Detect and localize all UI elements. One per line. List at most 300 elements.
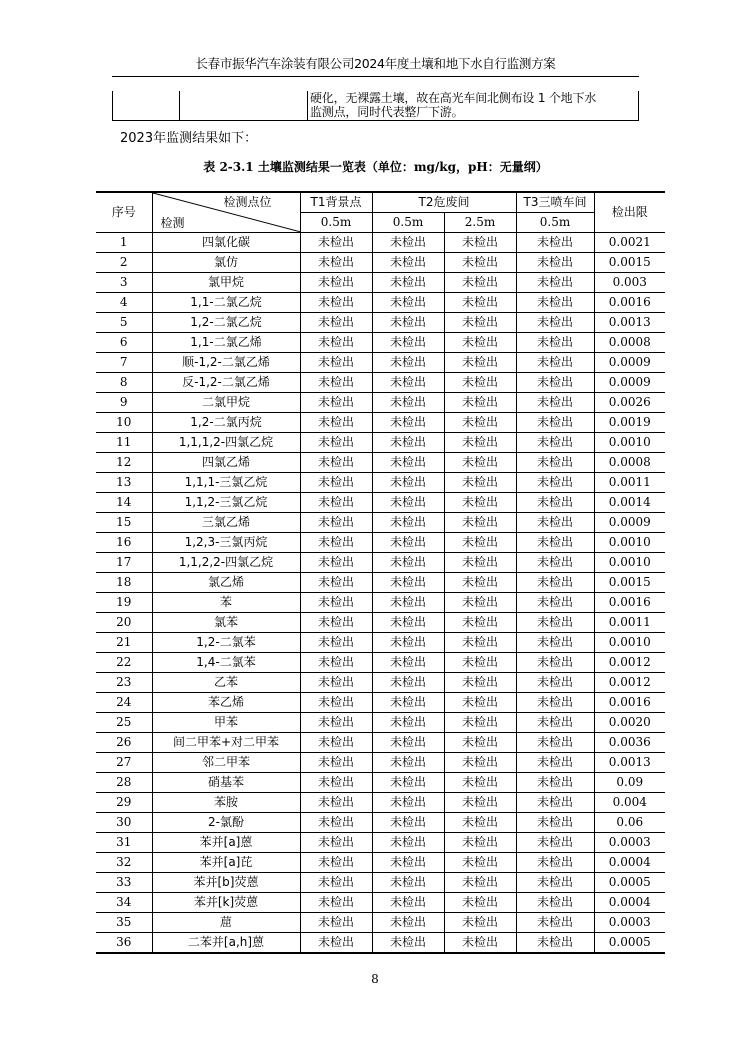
result-t1: 未检出 <box>300 273 372 293</box>
compound-name: 1,2-二氯乙烷 <box>152 313 300 333</box>
row-number: 12 <box>96 453 152 473</box>
result-t2-0-5m: 未检出 <box>372 273 444 293</box>
result-t1: 未检出 <box>300 333 372 353</box>
detection-limit: 0.0010 <box>594 433 665 453</box>
intro-text: 2023年监测结果如下： <box>120 131 258 146</box>
compound-name: 1,1,2,2-四氯乙烷 <box>152 553 300 573</box>
result-t1: 未检出 <box>300 773 372 793</box>
result-t3: 未检出 <box>516 513 594 533</box>
result-t3: 未检出 <box>516 353 594 373</box>
result-t2-0-5m: 未检出 <box>372 233 444 253</box>
result-t2-0-5m: 未检出 <box>372 513 444 533</box>
result-t3: 未检出 <box>516 793 594 813</box>
result-t2-0-5m: 未检出 <box>372 473 444 493</box>
result-t3: 未检出 <box>516 773 594 793</box>
detection-limit: 0.0003 <box>594 913 665 933</box>
table-row <box>96 913 665 933</box>
result-t2-0-5m: 未检出 <box>372 853 444 873</box>
header-point: 检测点位 <box>223 195 272 209</box>
detection-limit: 0.0016 <box>594 593 665 613</box>
result-t3: 未检出 <box>516 473 594 493</box>
result-t1: 未检出 <box>300 793 372 813</box>
result-t1: 未检出 <box>300 413 372 433</box>
result-t3: 未检出 <box>516 313 594 333</box>
result-t1: 未检出 <box>300 533 372 553</box>
result-t3: 未检出 <box>516 293 594 313</box>
detection-limit: 0.0003 <box>594 833 665 853</box>
table-row <box>96 593 665 613</box>
result-t1: 未检出 <box>300 293 372 313</box>
compound-name: 苯并[a]蒽 <box>152 833 300 853</box>
result-t3: 未检出 <box>516 253 594 273</box>
result-t2-0-5m: 未检出 <box>372 313 444 333</box>
result-t3: 未检出 <box>516 433 594 453</box>
result-t2-2-5m: 未检出 <box>444 773 516 793</box>
compound-name: 苯胺 <box>152 793 300 813</box>
result-t2-2-5m: 未检出 <box>444 653 516 673</box>
result-t2-2-5m: 未检出 <box>444 533 516 553</box>
result-t2-2-5m: 未检出 <box>444 413 516 433</box>
row-number: 31 <box>96 833 152 853</box>
result-t3: 未检出 <box>516 713 594 733</box>
result-t1: 未检出 <box>300 453 372 473</box>
compound-name: 反-1,2-二氯乙烯 <box>152 373 300 393</box>
compound-name: 氯仿 <box>152 253 300 273</box>
compound-name: 氯乙烯 <box>152 573 300 593</box>
header-diagonal <box>152 192 300 233</box>
table-cell <box>180 91 308 121</box>
header-depth: 0.5m <box>300 213 372 233</box>
table-row <box>96 393 665 413</box>
table-row <box>96 493 665 513</box>
table-row <box>96 893 665 913</box>
detection-limit: 0.0019 <box>594 413 665 433</box>
result-t3: 未检出 <box>516 653 594 673</box>
result-t3: 未检出 <box>516 593 594 613</box>
table-body <box>96 233 665 954</box>
result-t2-0-5m: 未检出 <box>372 793 444 813</box>
detection-limit: 0.09 <box>594 773 665 793</box>
result-t2-0-5m: 未检出 <box>372 453 444 473</box>
result-t3: 未检出 <box>516 453 594 473</box>
result-t2-0-5m: 未检出 <box>372 753 444 773</box>
result-t2-0-5m: 未检出 <box>372 813 444 833</box>
header-depth: 2.5m <box>444 213 516 233</box>
result-t2-0-5m: 未检出 <box>372 393 444 413</box>
result-t2-2-5m: 未检出 <box>444 613 516 633</box>
row-number: 24 <box>96 693 152 713</box>
table-row <box>96 333 665 353</box>
table-row <box>96 833 665 853</box>
detection-limit: 0.0010 <box>594 553 665 573</box>
detection-limit: 0.0005 <box>594 873 665 893</box>
continued-table-fragment <box>112 91 639 121</box>
row-number: 30 <box>96 813 152 833</box>
result-t2-2-5m: 未检出 <box>444 673 516 693</box>
result-t2-0-5m: 未检出 <box>372 733 444 753</box>
text-line: 监测点，同时代表整厂下游。 <box>310 105 464 119</box>
result-t1: 未检出 <box>300 313 372 333</box>
header-depth: 0.5m <box>516 213 594 233</box>
result-t2-2-5m: 未检出 <box>444 633 516 653</box>
result-t2-0-5m: 未检出 <box>372 693 444 713</box>
result-t2-0-5m: 未检出 <box>372 673 444 693</box>
table-header-row <box>96 192 665 213</box>
result-t2-2-5m: 未检出 <box>444 893 516 913</box>
detection-limit: 0.0011 <box>594 473 665 493</box>
detection-limit: 0.004 <box>594 793 665 813</box>
result-t3: 未检出 <box>516 913 594 933</box>
compound-name: 甲苯 <box>152 713 300 733</box>
result-t2-2-5m: 未检出 <box>444 913 516 933</box>
result-t2-2-5m: 未检出 <box>444 873 516 893</box>
row-number: 16 <box>96 533 152 553</box>
result-t1: 未检出 <box>300 353 372 373</box>
text-line: 硬化，无裸露土壤，故在高光车间北侧布设 1 个地下水 <box>310 91 597 105</box>
compound-name: 苯乙烯 <box>152 693 300 713</box>
result-t3: 未检出 <box>516 873 594 893</box>
compound-name: 二苯并[a,h]蒽 <box>152 933 300 954</box>
table-row <box>113 91 639 121</box>
result-t1: 未检出 <box>300 753 372 773</box>
result-t1: 未检出 <box>300 893 372 913</box>
result-t2-2-5m: 未检出 <box>444 693 516 713</box>
detection-limit: 0.003 <box>594 273 665 293</box>
result-t1: 未检出 <box>300 593 372 613</box>
result-t2-2-5m: 未检出 <box>444 313 516 333</box>
result-t2-0-5m: 未检出 <box>372 253 444 273</box>
row-number: 5 <box>96 313 152 333</box>
result-t3: 未检出 <box>516 533 594 553</box>
result-t3: 未检出 <box>516 833 594 853</box>
table-row <box>96 573 665 593</box>
row-number: 23 <box>96 673 152 693</box>
header-divider <box>112 76 639 77</box>
row-number: 35 <box>96 913 152 933</box>
header-t2: T2危废间 <box>372 192 516 213</box>
detection-limit: 0.0015 <box>594 253 665 273</box>
table-row <box>96 453 665 473</box>
result-t2-0-5m: 未检出 <box>372 353 444 373</box>
result-t2-2-5m: 未检出 <box>444 753 516 773</box>
result-t2-2-5m: 未检出 <box>444 493 516 513</box>
row-number: 11 <box>96 433 152 453</box>
table-row <box>96 473 665 493</box>
result-t3: 未检出 <box>516 753 594 773</box>
row-number: 25 <box>96 713 152 733</box>
result-t2-0-5m: 未检出 <box>372 373 444 393</box>
result-t1: 未检出 <box>300 813 372 833</box>
row-number: 3 <box>96 273 152 293</box>
result-t2-2-5m: 未检出 <box>444 793 516 813</box>
page-header-title: 长春市振华汽车涂装有限公司2024年度土壤和地下水自行监测方案 <box>195 56 556 71</box>
result-t1: 未检出 <box>300 513 372 533</box>
detection-limit: 0.0010 <box>594 633 665 653</box>
detection-limit: 0.0020 <box>594 713 665 733</box>
result-t3: 未检出 <box>516 893 594 913</box>
header-t3: T3三喷车间 <box>516 192 594 213</box>
compound-name: 1,2-二氯丙烷 <box>152 413 300 433</box>
result-t2-0-5m: 未检出 <box>372 533 444 553</box>
table-row <box>96 253 665 273</box>
row-number: 6 <box>96 333 152 353</box>
compound-name: 硝基苯 <box>152 773 300 793</box>
detection-limit: 0.0009 <box>594 353 665 373</box>
result-t2-2-5m: 未检出 <box>444 453 516 473</box>
table-row <box>96 413 665 433</box>
compound-name: 1,1,1-三氯乙烷 <box>152 473 300 493</box>
detection-limit: 0.0036 <box>594 733 665 753</box>
row-number: 10 <box>96 413 152 433</box>
row-number: 1 <box>96 233 152 253</box>
compound-name: 1,1-二氯乙烷 <box>152 293 300 313</box>
result-t1: 未检出 <box>300 393 372 413</box>
row-number: 17 <box>96 553 152 573</box>
detection-limit: 0.0014 <box>594 493 665 513</box>
result-t1: 未检出 <box>300 633 372 653</box>
detection-limit: 0.0005 <box>594 933 665 954</box>
result-t1: 未检出 <box>300 373 372 393</box>
result-t2-0-5m: 未检出 <box>372 833 444 853</box>
table-row <box>96 633 665 653</box>
soil-results-table <box>96 191 665 954</box>
table-row <box>96 313 665 333</box>
detection-limit: 0.0013 <box>594 313 665 333</box>
row-number: 9 <box>96 393 152 413</box>
table-row <box>96 733 665 753</box>
compound-name: 顺-1,2-二氯乙烯 <box>152 353 300 373</box>
table-row <box>96 713 665 733</box>
table-row <box>96 853 665 873</box>
row-number: 21 <box>96 633 152 653</box>
result-t3: 未检出 <box>516 413 594 433</box>
table-row <box>96 533 665 553</box>
detection-limit: 0.0008 <box>594 333 665 353</box>
result-t1: 未检出 <box>300 613 372 633</box>
result-t2-0-5m: 未检出 <box>372 913 444 933</box>
compound-name: 三氯乙烯 <box>152 513 300 533</box>
result-t2-0-5m: 未检出 <box>372 413 444 433</box>
result-t2-0-5m: 未检出 <box>372 873 444 893</box>
result-t3: 未检出 <box>516 493 594 513</box>
table-row <box>96 773 665 793</box>
compound-name: 苯并[a]芘 <box>152 853 300 873</box>
result-t2-2-5m: 未检出 <box>444 833 516 853</box>
result-t2-2-5m: 未检出 <box>444 273 516 293</box>
result-t2-0-5m: 未检出 <box>372 633 444 653</box>
row-number: 28 <box>96 773 152 793</box>
result-t2-0-5m: 未检出 <box>372 653 444 673</box>
result-t1: 未检出 <box>300 573 372 593</box>
row-number: 14 <box>96 493 152 513</box>
result-t2-0-5m: 未检出 <box>372 773 444 793</box>
result-t2-2-5m: 未检出 <box>444 433 516 453</box>
result-t1: 未检出 <box>300 873 372 893</box>
result-t2-0-5m: 未检出 <box>372 573 444 593</box>
result-t1: 未检出 <box>300 253 372 273</box>
compound-name: 四氯乙烯 <box>152 453 300 473</box>
table-cell <box>308 91 639 121</box>
result-t2-2-5m: 未检出 <box>444 573 516 593</box>
result-t2-2-5m: 未检出 <box>444 473 516 493</box>
result-t1: 未检出 <box>300 433 372 453</box>
row-number: 34 <box>96 893 152 913</box>
result-t2-2-5m: 未检出 <box>444 233 516 253</box>
detection-limit: 0.0009 <box>594 373 665 393</box>
result-t2-2-5m: 未检出 <box>444 393 516 413</box>
result-t2-2-5m: 未检出 <box>444 713 516 733</box>
row-number: 20 <box>96 613 152 633</box>
detection-limit: 0.0004 <box>594 853 665 873</box>
result-t3: 未检出 <box>516 693 594 713</box>
compound-name: 1,1,2-三氯乙烷 <box>152 493 300 513</box>
result-t1: 未检出 <box>300 693 372 713</box>
detection-limit: 0.0013 <box>594 753 665 773</box>
result-t2-2-5m: 未检出 <box>444 593 516 613</box>
table-row <box>96 513 665 533</box>
compound-name: 1,1,1,2-四氯乙烷 <box>152 433 300 453</box>
compound-name: 1,4-二氯苯 <box>152 653 300 673</box>
row-number: 15 <box>96 513 152 533</box>
header-item: 检测 <box>160 216 185 230</box>
result-t2-0-5m: 未检出 <box>372 933 444 954</box>
result-t3: 未检出 <box>516 573 594 593</box>
result-t3: 未检出 <box>516 333 594 353</box>
result-t1: 未检出 <box>300 853 372 873</box>
compound-name: 苯并[k]荧蒽 <box>152 893 300 913</box>
compound-name: 二氯甲烷 <box>152 393 300 413</box>
result-t2-0-5m: 未检出 <box>372 713 444 733</box>
table-row <box>96 933 665 954</box>
result-t2-2-5m: 未检出 <box>444 933 516 954</box>
result-t2-0-5m: 未检出 <box>372 433 444 453</box>
table-cell <box>113 91 180 121</box>
compound-name: 氯苯 <box>152 613 300 633</box>
compound-name: 1,2,3-三氯丙烷 <box>152 533 300 553</box>
table-row <box>96 433 665 453</box>
result-t1: 未检出 <box>300 233 372 253</box>
row-number: 33 <box>96 873 152 893</box>
result-t2-2-5m: 未检出 <box>444 813 516 833</box>
table-row <box>96 753 665 773</box>
row-number: 36 <box>96 933 152 954</box>
row-number: 27 <box>96 753 152 773</box>
row-number: 26 <box>96 733 152 753</box>
table-caption: 表 2-3.1 土壤监测结果一览表（单位：mg/kg，pH：无量纲） <box>203 160 548 174</box>
table-row <box>96 373 665 393</box>
result-t2-2-5m: 未检出 <box>444 253 516 273</box>
detection-limit: 0.0008 <box>594 453 665 473</box>
detection-limit: 0.0016 <box>594 293 665 313</box>
result-t2-0-5m: 未检出 <box>372 893 444 913</box>
table-row <box>96 353 665 373</box>
result-t2-2-5m: 未检出 <box>444 513 516 533</box>
row-number: 2 <box>96 253 152 273</box>
compound-name: 四氯化碳 <box>152 233 300 253</box>
row-number: 32 <box>96 853 152 873</box>
table-row <box>96 673 665 693</box>
row-number: 19 <box>96 593 152 613</box>
detection-limit: 0.06 <box>594 813 665 833</box>
compound-name: 苯并[b]荧蒽 <box>152 873 300 893</box>
row-number: 8 <box>96 373 152 393</box>
page-number: 8 <box>371 972 379 986</box>
result-t1: 未检出 <box>300 653 372 673</box>
table-row <box>96 813 665 833</box>
result-t3: 未检出 <box>516 233 594 253</box>
detection-limit: 0.0026 <box>594 393 665 413</box>
table-row <box>96 613 665 633</box>
result-t2-2-5m: 未检出 <box>444 853 516 873</box>
result-t1: 未检出 <box>300 833 372 853</box>
result-t3: 未检出 <box>516 813 594 833</box>
result-t2-2-5m: 未检出 <box>444 733 516 753</box>
header-t1: T1背景点 <box>300 192 372 213</box>
compound-name: 邻二甲苯 <box>152 753 300 773</box>
row-number: 18 <box>96 573 152 593</box>
result-t2-0-5m: 未检出 <box>372 593 444 613</box>
detection-limit: 0.0012 <box>594 673 665 693</box>
table-row <box>96 553 665 573</box>
result-t1: 未检出 <box>300 713 372 733</box>
result-t3: 未检出 <box>516 613 594 633</box>
result-t2-0-5m: 未检出 <box>372 333 444 353</box>
result-t2-2-5m: 未检出 <box>444 293 516 313</box>
detection-limit: 0.0004 <box>594 893 665 913</box>
table-row <box>96 873 665 893</box>
result-t2-2-5m: 未检出 <box>444 333 516 353</box>
table-row <box>96 653 665 673</box>
result-t1: 未检出 <box>300 933 372 954</box>
table-row <box>96 693 665 713</box>
compound-name: 氯甲烷 <box>152 273 300 293</box>
compound-name: 1,2-二氯苯 <box>152 633 300 653</box>
result-t2-0-5m: 未检出 <box>372 293 444 313</box>
result-t3: 未检出 <box>516 673 594 693</box>
table-row <box>96 793 665 813</box>
result-t3: 未检出 <box>516 733 594 753</box>
result-t3: 未检出 <box>516 393 594 413</box>
detection-limit: 0.0010 <box>594 533 665 553</box>
result-t3: 未检出 <box>516 933 594 954</box>
detection-limit: 0.0016 <box>594 693 665 713</box>
row-number: 22 <box>96 653 152 673</box>
row-number: 4 <box>96 293 152 313</box>
result-t3: 未检出 <box>516 373 594 393</box>
row-number: 7 <box>96 353 152 373</box>
result-t2-2-5m: 未检出 <box>444 373 516 393</box>
result-t1: 未检出 <box>300 473 372 493</box>
result-t2-2-5m: 未检出 <box>444 353 516 373</box>
detection-limit: 0.0021 <box>594 233 665 253</box>
result-t1: 未检出 <box>300 913 372 933</box>
compound-name: 䓛 <box>152 913 300 933</box>
result-t3: 未检出 <box>516 273 594 293</box>
compound-name: 苯 <box>152 593 300 613</box>
compound-name: 乙苯 <box>152 673 300 693</box>
table-row <box>96 233 665 253</box>
result-t1: 未检出 <box>300 733 372 753</box>
row-number: 29 <box>96 793 152 813</box>
result-t1: 未检出 <box>300 553 372 573</box>
table-row <box>96 273 665 293</box>
table-row <box>96 293 665 313</box>
header-limit: 检出限 <box>594 192 665 233</box>
result-t3: 未检出 <box>516 633 594 653</box>
compound-name: 2-氯酚 <box>152 813 300 833</box>
detection-limit: 0.0015 <box>594 573 665 593</box>
detection-limit: 0.0011 <box>594 613 665 633</box>
